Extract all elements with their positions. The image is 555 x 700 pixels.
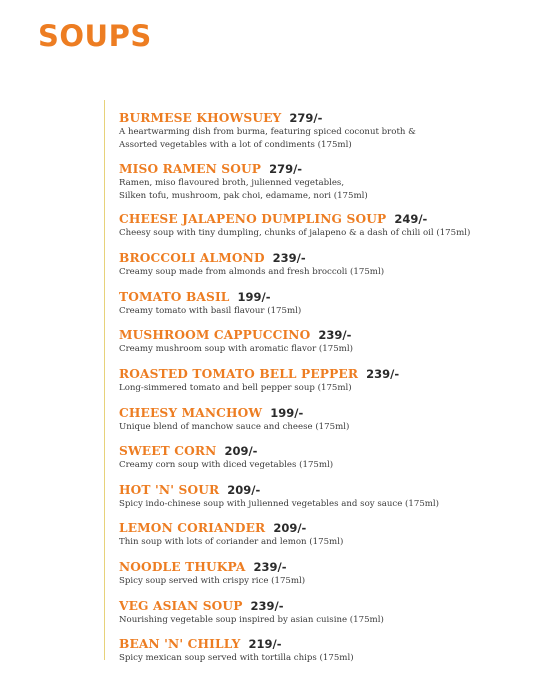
menu-item	[119, 249, 535, 279]
menu-item-name: LEMON CORIANDER	[119, 521, 266, 535]
menu-item-header	[119, 365, 535, 381]
menu-item-description: Spicy soup served with crispy rice (175ml)	[119, 576, 306, 586]
menu-item-name: MISO RAMEN SOUP	[119, 162, 262, 176]
menu-item-header	[119, 326, 535, 342]
menu-item	[119, 635, 535, 665]
menu-item-price: 249/-	[394, 212, 428, 226]
menu-item-name: MUSHROOM CAPPUCCINO	[119, 328, 311, 342]
menu-item-price: 239/-	[253, 560, 287, 574]
menu-item-description: Creamy mushroom soup with aromatic flavor (175ml)	[119, 344, 353, 354]
menu-item-price: 209/-	[227, 483, 261, 497]
menu-item-header	[119, 635, 535, 651]
menu-item	[119, 481, 535, 511]
menu-item-name: HOT 'N' SOUR	[119, 483, 220, 497]
menu-item-price: 279/-	[289, 111, 323, 125]
menu-list	[104, 100, 535, 663]
menu-item	[119, 519, 535, 549]
menu-item-header	[119, 519, 535, 535]
menu-item-price: 199/-	[237, 290, 271, 304]
menu-item-header	[119, 249, 535, 265]
menu-item	[119, 210, 535, 240]
menu-item-name: ROASTED TOMATO BELL PEPPER	[119, 367, 359, 381]
menu-item	[119, 109, 535, 151]
menu-item	[119, 160, 535, 202]
menu-item-header	[119, 442, 535, 458]
menu-item-description: Spicy mexican soup served with tortilla chips (175ml)	[119, 653, 354, 663]
menu-item-name: BURMESE KHOWSUEY	[119, 111, 282, 125]
menu-item-description: Creamy soup made from almonds and fresh broccoli (175ml)	[119, 267, 385, 277]
menu-item-price: 209/-	[224, 444, 258, 458]
menu-item-description: Creamy tomato with basil flavour (175ml)	[119, 306, 302, 316]
menu-item	[119, 288, 535, 318]
menu-item-description: A heartwarming dish from burma, featuring spiced coconut broth &	[119, 127, 416, 137]
menu-item-name: SWEET CORN	[119, 444, 217, 458]
menu-item-price: 239/-	[272, 251, 306, 265]
menu-item	[119, 558, 535, 588]
menu-item-name: BEAN 'N' CHILLY	[119, 637, 241, 651]
menu-item-description: Unique blend of manchow sauce and cheese (175ml)	[119, 422, 350, 432]
menu-item	[119, 326, 535, 356]
menu-item-description: Assorted vegetables with a lot of condiments (175ml)	[119, 139, 352, 150]
menu-item-header	[119, 481, 535, 497]
menu-item-description: Creamy corn soup with diced vegetables (175ml)	[119, 460, 334, 470]
menu-item	[119, 365, 535, 395]
menu-item-header	[119, 404, 535, 420]
menu-item-description: Silken tofu, mushroom, pak choi, edamame, nori (175ml)	[119, 190, 368, 201]
menu-item-price: 239/-	[366, 367, 400, 381]
menu-item-price: 279/-	[269, 162, 303, 176]
page-title: SOUPS	[38, 19, 152, 53]
menu-item-price: 209/-	[273, 521, 307, 535]
menu-item-name: VEG ASIAN SOUP	[119, 599, 243, 613]
menu-item-description: Long-simmered tomato and bell pepper soup (175ml)	[119, 383, 352, 393]
menu-item-description: Ramen, miso flavoured broth, julienned vegetables,	[119, 178, 345, 188]
menu-item-price: 199/-	[270, 406, 304, 420]
menu-item-name: CHEESY MANCHOW	[119, 406, 263, 420]
menu-item-description: Nourishing vegetable soup inspired by asian cuisine (175ml)	[119, 615, 384, 625]
menu-item	[119, 597, 535, 627]
menu-item-header	[119, 597, 535, 613]
menu-item-header	[119, 288, 535, 304]
menu-item-price: 239/-	[250, 599, 284, 613]
menu-item-name: NOODLE THUKPA	[119, 560, 246, 574]
menu-item-description: Spicy indo-chinese soup with julienned vegetables and soy sauce (175ml)	[119, 499, 440, 509]
menu-item-name: TOMATO BASIL	[119, 290, 230, 304]
menu-item	[119, 442, 535, 472]
menu-item-header	[119, 160, 535, 176]
menu-item-header	[119, 558, 535, 574]
menu-item-description: Cheesy soup with tiny dumpling, chunks of jalapeno & a dash of chili oil (175ml)	[119, 228, 471, 238]
menu-item-header	[119, 210, 535, 226]
menu-item-price: 219/-	[248, 637, 282, 651]
menu-item-price: 239/-	[318, 328, 352, 342]
menu-item-name: BROCCOLI ALMOND	[119, 251, 265, 265]
menu-item-description: Thin soup with lots of coriander and lemon (175ml)	[119, 537, 344, 547]
menu-item	[119, 404, 535, 434]
menu-item-header	[119, 109, 535, 125]
menu-item-name: CHEESE JALAPENO DUMPLING SOUP	[119, 212, 387, 226]
